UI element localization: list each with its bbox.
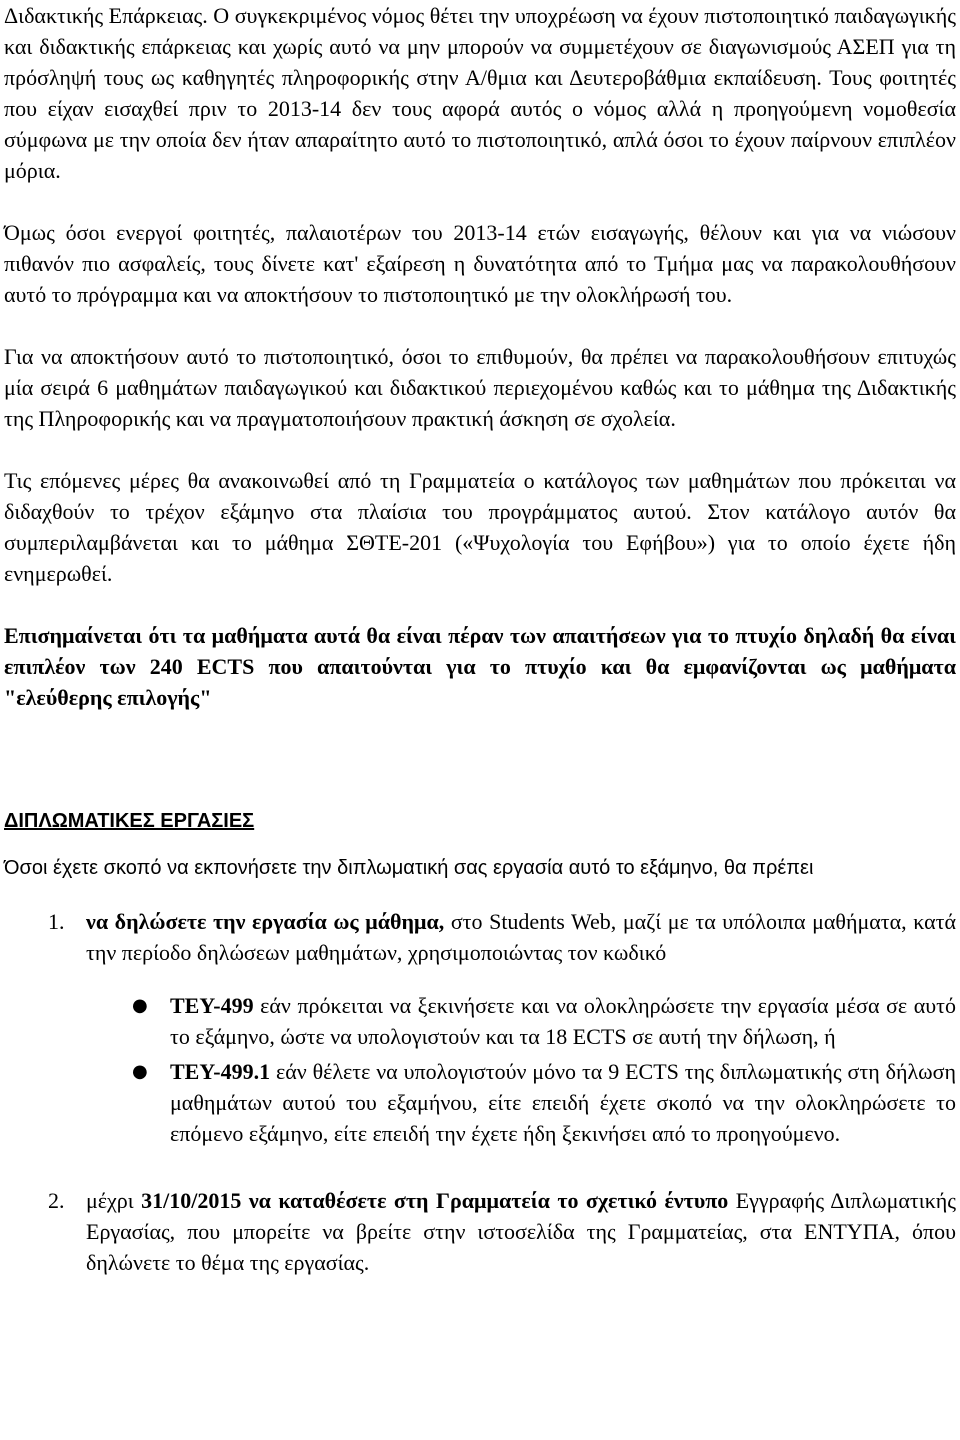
paragraph-law-intro	[4, 0, 956, 186]
section-heading-theses: ΔΙΠΛΩΜΑΤΙΚΕΣ ΕΡΓΑΣΙΕΣ	[4, 810, 255, 832]
text-law: Διδακτικής Επάρκειας. Ο συγκεκριμένος νόμος θέτει την υποχρέωση να έχουν πιστοποιητικό παιδαγωγικής και διδακτικής επάρκειας και χωρίς αυτό να μην μπορούν να συμμετέχουν σε διαγωνισμούς ΑΣΕΠ για τη πρόσληψή τους ως καθηγητές πληροφορικής στην Α/θμια και Δευτεροβάθμια εκπαίδευση.	[4, 3, 956, 90]
list-number: 2.	[48, 1188, 65, 1213]
text-until: μέχρι	[86, 1188, 142, 1213]
paragraph-exception: Όμως όσοι ενεργοί φοιτητές, παλαιοτέρων του 2013-14 ετών εισαγωγής, θέλουν και για να νιώσουν πιθανόν πιο ασφαλείς, τους δίνετε κατ' εξαίρεση η δυνατότητα από το Τμήμα μας να παρακολουθήσουν αυτό το πρόγραμμα και να αποκτήσουν το πιστοποιητικό με την ολοκλήρωσή του.	[4, 220, 956, 307]
course-code: ΤΕΥ-499	[170, 993, 254, 1018]
bullet-list-codes	[4, 990, 956, 1149]
text-submit: Εγγραφής Διπλωματικής Εργασίας, που μπορείτε να βρείτε στην ιστοσελίδα της Γραμματείας, στα ΕΝΤΥΠΑ, όπου δηλώνετε το θέμα της εργασίας.	[86, 1188, 956, 1275]
text-old-students: Τους φοιτητές που είχαν εισαχθεί πριν το 2013-14 δεν τους αφορά αυτός ο νόμος αλλά η προηγούμενη νομοθεσία σύμφωνα με την οποία δεν ήταν απαραίτητο αυτό το πιστοποιητικό, απλά όσοι το έχουν παίρνουν επιπλέον μόρια.	[4, 65, 956, 183]
document-page	[4, 0, 956, 1278]
emphasis-declare: να δηλώσετε την εργασία ως μάθημα,	[86, 909, 445, 934]
course-code: ΤΕΥ-499.1	[170, 1059, 271, 1084]
paragraph-theses-intro: Όσοι έχετε σκοπό να εκπονήσετε την διπλωματική σας εργασία αυτό το εξάμηνο, θα πρέπει	[4, 857, 814, 879]
bullet-item-code-499	[4, 990, 956, 1052]
paragraph-note-ects: Επισημαίνεται ότι τα μαθήματα αυτά θα είναι πέραν των απαιτήσεων για το πτυχίο δηλαδή θα είναι επιπλέον των 240 ECTS που απαιτούνται για το πτυχίο και θα εμφανίζονται ως μαθήματα "ελεύθερης επιλογής"	[4, 623, 956, 710]
list-number: 1.	[48, 909, 65, 934]
bullet-item-code-4991	[4, 1056, 956, 1149]
numbered-list	[4, 906, 956, 968]
list-item-submit-form	[4, 1185, 956, 1278]
numbered-list-2	[4, 1185, 956, 1278]
bullet-icon: ●	[132, 1061, 148, 1082]
list-item-declare	[4, 906, 956, 968]
bullet-text: εάν πρόκειται να ξεκινήσετε και να ολοκληρώσετε την εργασία μέσα σε αυτό το εξάμηνο, ώστε να υπολογιστούν και τα 18 ECTS σε αυτή την δήλωση, ή	[170, 993, 956, 1049]
emphasis-submit: να καταθέσετε στη Γραμματεία το σχετικό έντυπο	[241, 1188, 729, 1213]
paragraph-requirements: Για να αποκτήσουν αυτό το πιστοποιητικό, όσοι το επιθυμούν, θα πρέπει να παρακολουθήσουν επιτυχώς μία σειρά 6 μαθημάτων παιδαγωγικού και διδακτικού περιεχομένου καθώς και το μάθημα της Διδακτικής της Πληροφορικής και να πραγματοποιήσουν πρακτική άσκηση σε σχολεία.	[4, 344, 956, 431]
bullet-text: εάν θέλετε να υπολογιστούν μόνο τα 9 ECTS της διπλωματικής στη δήλωση μαθημάτων αυτού του εξαμήνου, είτε επειδή έχετε σκοπό να την ολοκληρώσετε το επόμενο εξάμηνο, είτε επειδή την έχετε ήδη ξεκινήσει από το προηγούμενο.	[170, 1059, 956, 1146]
deadline-date: 31/10/2015	[141, 1188, 242, 1213]
text-declare: στο Students Web, μαζί με τα υπόλοιπα μαθήματα, κατά την περίοδο δηλώσεων μαθημάτων, χρησιμοποιώντας τον κωδικό	[86, 909, 956, 965]
paragraph-announcement: Τις επόμενες μέρες θα ανακοινωθεί από τη Γραμματεία ο κατάλογος των μαθημάτων που πρόκειται να διδαχθούν το τρέχον εξάμηνο στα πλαίσια του προγράμματος αυτού. Στον κατάλογο αυτόν θα συμπεριλαμβάνεται και το μάθημα ΣΘΤΕ-201 («Ψυχολογία του Εφήβου») για το οποίο έχετε ήδη ενημερωθεί.	[4, 468, 956, 586]
bullet-icon: ●	[132, 995, 148, 1016]
